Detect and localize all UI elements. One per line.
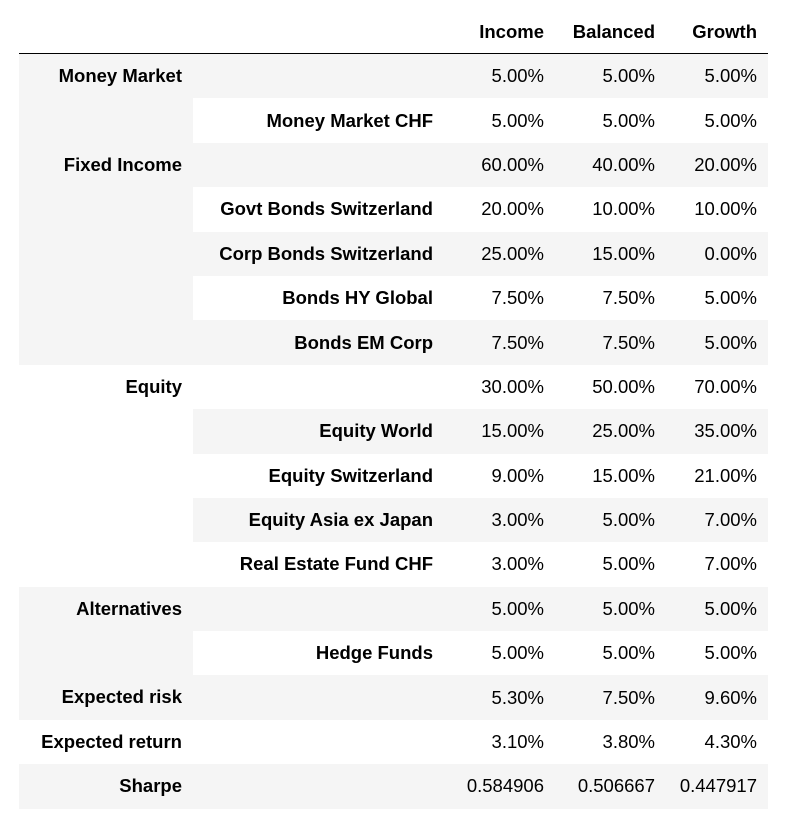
cell-balanced: 5.00% [555,542,666,586]
header-blank-level0 [19,10,193,54]
cell-balanced: 10.00% [555,187,666,231]
cell-growth: 70.00% [666,365,768,409]
group-label [19,675,193,719]
group-label-text: Alternatives [76,597,182,619]
cell-balanced: 40.00% [555,143,666,187]
allocation-table-container [19,10,768,809]
sub-label [193,365,444,409]
cell-growth: 21.00% [666,454,768,498]
cell-balanced: 25.00% [555,409,666,453]
table-row [19,143,768,187]
group-label [19,54,193,143]
table-row [19,764,768,808]
sub-label [193,720,444,764]
column-header-balanced: Balanced [555,10,666,54]
sub-label [193,54,444,99]
cell-growth: 5.00% [666,54,768,99]
table-header [19,10,768,54]
cell-balanced: 5.00% [555,98,666,142]
sub-label: Money Market CHF [193,98,444,142]
cell-income: 5.00% [444,54,555,99]
cell-income: 5.30% [444,675,555,719]
cell-growth: 0.00% [666,232,768,276]
cell-growth: 5.00% [666,587,768,631]
sub-label [193,143,444,187]
sub-label: Bonds HY Global [193,276,444,320]
table-row [19,365,768,409]
sub-label [193,587,444,631]
cell-balanced: 5.00% [555,631,666,675]
cell-growth: 5.00% [666,276,768,320]
cell-growth: 20.00% [666,143,768,187]
cell-income: 3.10% [444,720,555,764]
cell-balanced: 15.00% [555,232,666,276]
cell-growth: 5.00% [666,98,768,142]
cell-income: 60.00% [444,143,555,187]
cell-balanced: 50.00% [555,365,666,409]
column-header-growth: Growth [666,10,768,54]
cell-income: 0.584906 [444,764,555,808]
header-blank-level1 [193,10,444,54]
sub-label: Bonds EM Corp [193,320,444,364]
cell-income: 7.50% [444,276,555,320]
group-label [19,720,193,764]
cell-growth: 7.00% [666,498,768,542]
cell-income: 5.00% [444,587,555,631]
group-label-text: Fixed Income [63,153,182,175]
table-body [19,54,768,809]
cell-growth: 5.00% [666,631,768,675]
cell-growth: 35.00% [666,409,768,453]
cell-growth: 10.00% [666,187,768,231]
group-label [19,587,193,676]
group-label-text: Equity [125,375,182,397]
group-label-text: Sharpe [119,775,182,797]
cell-growth: 0.447917 [666,764,768,808]
cell-income: 20.00% [444,187,555,231]
cell-balanced: 15.00% [555,454,666,498]
cell-income: 7.50% [444,320,555,364]
cell-balanced: 0.506667 [555,764,666,808]
column-header-income: Income [444,10,555,54]
cell-income: 9.00% [444,454,555,498]
cell-growth: 9.60% [666,675,768,719]
cell-growth: 5.00% [666,320,768,364]
group-label [19,365,193,587]
sub-label: Hedge Funds [193,631,444,675]
group-label [19,764,193,808]
allocation-table [19,10,768,809]
header-row [19,10,768,54]
cell-balanced: 5.00% [555,498,666,542]
cell-balanced: 5.00% [555,54,666,99]
cell-balanced: 3.80% [555,720,666,764]
cell-growth: 7.00% [666,542,768,586]
sub-label: Equity Asia ex Japan [193,498,444,542]
group-label-text: Expected risk [61,686,182,708]
cell-income: 3.00% [444,542,555,586]
group-label-text: Money Market [58,65,182,86]
table-row [19,587,768,631]
cell-income: 3.00% [444,498,555,542]
cell-balanced: 7.50% [555,276,666,320]
cell-income: 30.00% [444,365,555,409]
cell-growth: 4.30% [666,720,768,764]
cell-income: 15.00% [444,409,555,453]
cell-balanced: 7.50% [555,320,666,364]
table-row [19,720,768,764]
table-row [19,54,768,99]
sub-label [193,764,444,808]
sub-label: Real Estate Fund CHF [193,542,444,586]
cell-balanced: 5.00% [555,587,666,631]
cell-income: 5.00% [444,98,555,142]
group-label-text: Expected return [41,730,182,752]
cell-income: 25.00% [444,232,555,276]
sub-label: Equity Switzerland [193,454,444,498]
group-label [19,143,193,365]
cell-income: 5.00% [444,631,555,675]
cell-balanced: 7.50% [555,675,666,719]
sub-label: Corp Bonds Switzerland [193,232,444,276]
sub-label: Govt Bonds Switzerland [193,187,444,231]
sub-label [193,675,444,719]
sub-label: Equity World [193,409,444,453]
table-row [19,675,768,719]
